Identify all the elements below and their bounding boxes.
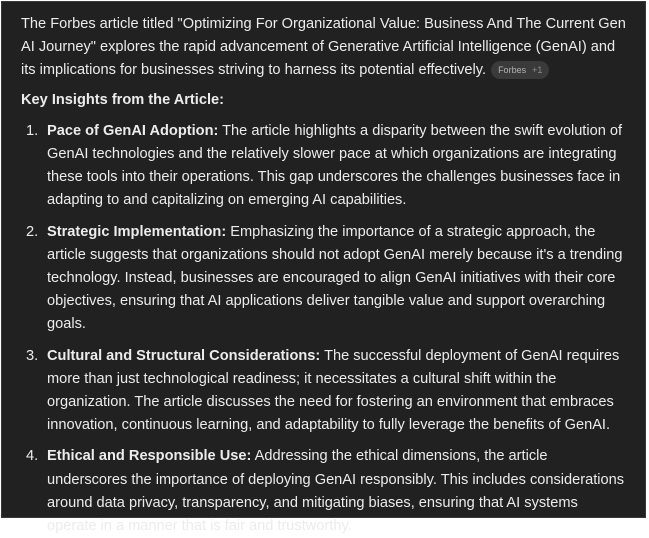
citation-chip[interactable] [491,61,549,79]
list-item-number: 3. [26,347,39,364]
section-heading: Key Insights from the Article: [21,91,224,108]
list-item-number: 1. [26,122,39,139]
citation-source: Forbes [498,65,527,76]
list-item-title: Ethical and Responsible Use: [47,448,252,465]
list-item [21,345,629,438]
list-item-number: 4. [26,448,39,465]
list-item-body: Addressing the ethical dimensions, the article underscores the importance of deploying GenAI responsibly. This includes considerations around data privacy, transparency, and mitigating biases, ensuring that AI systems operate in a manner that is fair and trustworthy. [47,448,625,535]
list-item [21,120,629,213]
chat-response-panel [1,1,646,535]
list-item-title: Cultural and Structural Considerations: [47,347,321,364]
list-item [21,221,629,337]
list-item [21,445,629,538]
list-item-body: The successful deployment of GenAI requires more than just technological readiness; it necessitates a cultural shift within the organization. The article discusses the need for fostering an environment that embraces innovation, continuous learning, and adaptability to fully leverage the benefits of GenAI. [47,347,620,434]
list-item-title: Strategic Implementation: [47,223,227,240]
list-item-body: The article highlights a disparity between the swift evolution of GenAI technologies and the relatively slower pace at which organizations are integrating these tools into their operations. This gap underscores the challenges businesses face in adapting to and capitalizing on emerging AI capabilities. [47,122,623,209]
assistant-message [2,2,645,538]
list-item-body: Emphasizing the importance of a strategic approach, the article suggests that organizations should not adopt GenAI merely because it's a trending technology. Instead, businesses are encouraged to align GenAI initiatives with their core objectives, ensuring that AI applications deliver tangible value and support overarching goals. [47,223,623,333]
intro-text: The Forbes article titled "Optimizing For Organizational Value: Business And The Current Gen AI Journey" explores the rapid advancement of Generative Artificial Intelligence (GenAI) and its implications for businesses striving to harness its potential effectively. [21,16,626,79]
list-item-title: Pace of GenAI Adoption: [47,122,219,139]
list-item-number: 2. [26,223,39,240]
intro-paragraph [21,13,629,83]
citation-more-count: +1 [532,65,543,76]
insights-list [21,120,629,538]
